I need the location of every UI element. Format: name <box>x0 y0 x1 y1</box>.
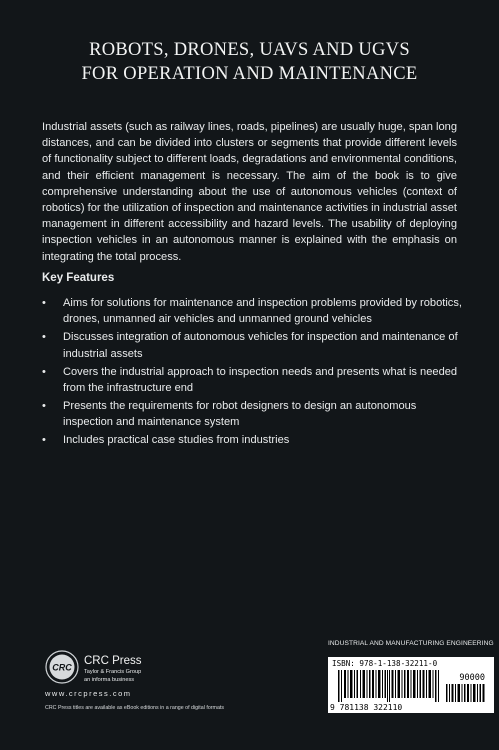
key-feature-item <box>42 329 462 362</box>
key-features-list <box>42 295 462 450</box>
price-barcode-icon <box>446 684 486 702</box>
key-feature-text: Discusses integration of autonomous vehicles for inspection and maintenance of industrial assets <box>63 331 458 360</box>
ebook-note: CRC Press titles are available as eBook editions in a range of digital formats <box>45 705 225 711</box>
key-feature-text: Covers the industrial approach to inspection needs and presents what is needed from the infrastructure end <box>63 365 458 395</box>
key-feature-text: Includes practical case studies from industries <box>63 434 290 447</box>
book-title-line-2: FOR OPERATION AND MAINTENANCE <box>81 64 418 84</box>
bullet-icon: • <box>42 365 46 378</box>
bullet-icon: • <box>42 331 46 344</box>
key-feature-text: Aims for solutions for maintenance and inspection problems provided by robotics, drones, unmanned air vehicles and unmanned ground vehicles <box>63 297 462 326</box>
svg-text:CRC: CRC <box>52 662 72 673</box>
barcode-icon <box>338 670 440 702</box>
bullet-icon: • <box>42 297 46 309</box>
series-label: INDUSTRIAL AND MANUFACTURING ENGINEERING <box>328 640 494 647</box>
key-feature-item <box>42 398 462 431</box>
isbn-label: ISBN: 978-1-138-32211-0 <box>332 659 438 668</box>
key-features-heading: Key Features <box>42 272 115 284</box>
publisher-url[interactable]: www.crcpress.com <box>45 689 132 698</box>
bullet-icon: • <box>42 399 46 412</box>
price-code: 90000 <box>459 673 485 683</box>
key-feature-item <box>42 432 462 448</box>
barcode-panel <box>328 657 494 713</box>
crc-logo-icon <box>45 650 79 684</box>
key-feature-item <box>42 295 462 328</box>
book-description: Industrial assets (such as railway lines, roads, pipelines) are usually huge, span long distances, and can be divided into clusters or segments that provide different levels of functionality subject to different loads, degradations and environmental conditions, and their efficient management is necessary. The aim of the book is to give comprehensive understanding about the use of autonomous vehicles (context of robotics) for the utilization of inspection and maintenance activities in industrial asset management in different accessibility and hazard levels. The usability of deploying inspection vehicles in an autonomous manner is explained with the emphasis on integrating the total process. <box>42 121 458 263</box>
publisher-tagline: an informa business <box>84 677 135 683</box>
bullet-icon: • <box>42 434 46 447</box>
barcode-number: 9 781138 322110 <box>330 703 403 712</box>
publisher-name: CRC Press <box>84 655 142 667</box>
key-feature-text: Presents the requirements for robot designers to design an autonomous inspection and maintenance system <box>63 399 417 429</box>
book-title <box>20 38 479 86</box>
publisher-group: Taylor & Francis Group <box>84 669 142 675</box>
key-feature-item <box>42 364 462 397</box>
book-title-line-1: ROBOTS, DRONES, UAVS AND UGVS <box>89 40 410 60</box>
